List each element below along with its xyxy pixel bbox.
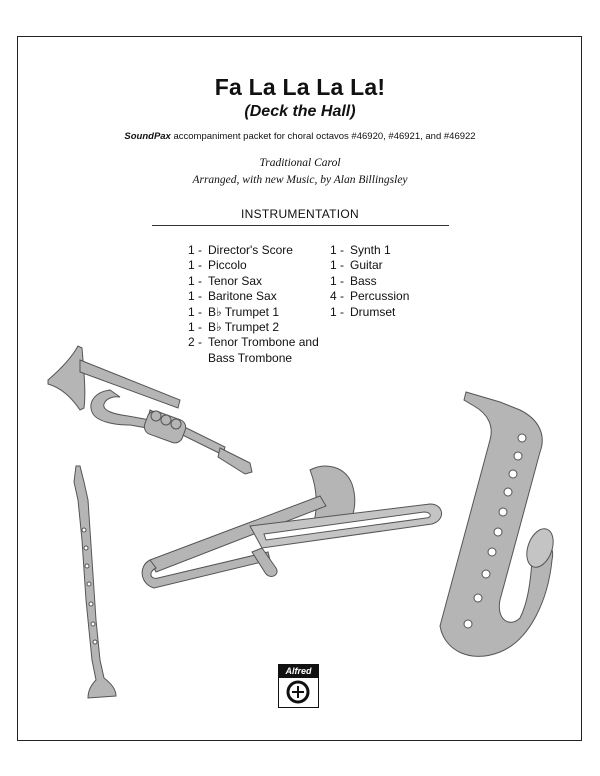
item-qty: 1 - (330, 258, 345, 273)
item-name: Bass Trombone (208, 350, 293, 365)
alfred-logo (278, 664, 319, 708)
item-qty: 1 - (188, 320, 203, 335)
trumpet-illustration (48, 346, 252, 474)
saxophone-illustration (440, 392, 558, 656)
item-qty: 2 - (188, 335, 203, 350)
item-qty: 1 - (330, 304, 345, 319)
item-qty: 4 - (330, 289, 345, 304)
item-name: Synth 1 (350, 243, 391, 257)
item-name: B♭ Trumpet 2 (208, 320, 280, 335)
logo-wordmark: Alfred (279, 665, 318, 678)
item-name: Percussion (350, 289, 410, 304)
page-title: Fa La La La La! (214, 74, 386, 100)
credit-source: Traditional Carol (259, 157, 341, 169)
trombone-illustration (142, 466, 441, 588)
item-qty: 1 - (330, 273, 345, 288)
item-name: Bass (350, 273, 377, 288)
item-qty: 1 - (188, 289, 203, 304)
item-name: Guitar (350, 258, 383, 273)
item-name: Drumset (350, 304, 396, 319)
credit-arranger: Arranged, with new Music, by Alan Billingsley (192, 174, 408, 186)
page-subtitle: (Deck the Hall) (244, 103, 356, 120)
item-name: Director's Score (208, 243, 293, 257)
clarinet-illustration (74, 466, 116, 698)
item-name: B♭ Trumpet 1 (208, 304, 280, 319)
item-qty: 1 - (188, 273, 203, 288)
item-name: Piccolo (208, 258, 247, 273)
item-name: Tenor Trombone and (208, 335, 319, 350)
instrumentation-heading: INSTRUMENTATION (240, 207, 360, 221)
packet-text: accompaniment packet for choral octavos #46920, #46921, and #46922 (170, 131, 476, 142)
item-name: Baritone Sax (208, 289, 277, 304)
item-qty: 1 - (188, 243, 203, 257)
item-qty: 1 - (330, 243, 345, 257)
item-name: Tenor Sax (208, 273, 263, 288)
logo-emblem-icon (279, 678, 317, 706)
item-qty: 1 - (188, 258, 203, 273)
item-qty: 1 - (188, 304, 203, 319)
brand-name: SoundPax (124, 131, 171, 142)
